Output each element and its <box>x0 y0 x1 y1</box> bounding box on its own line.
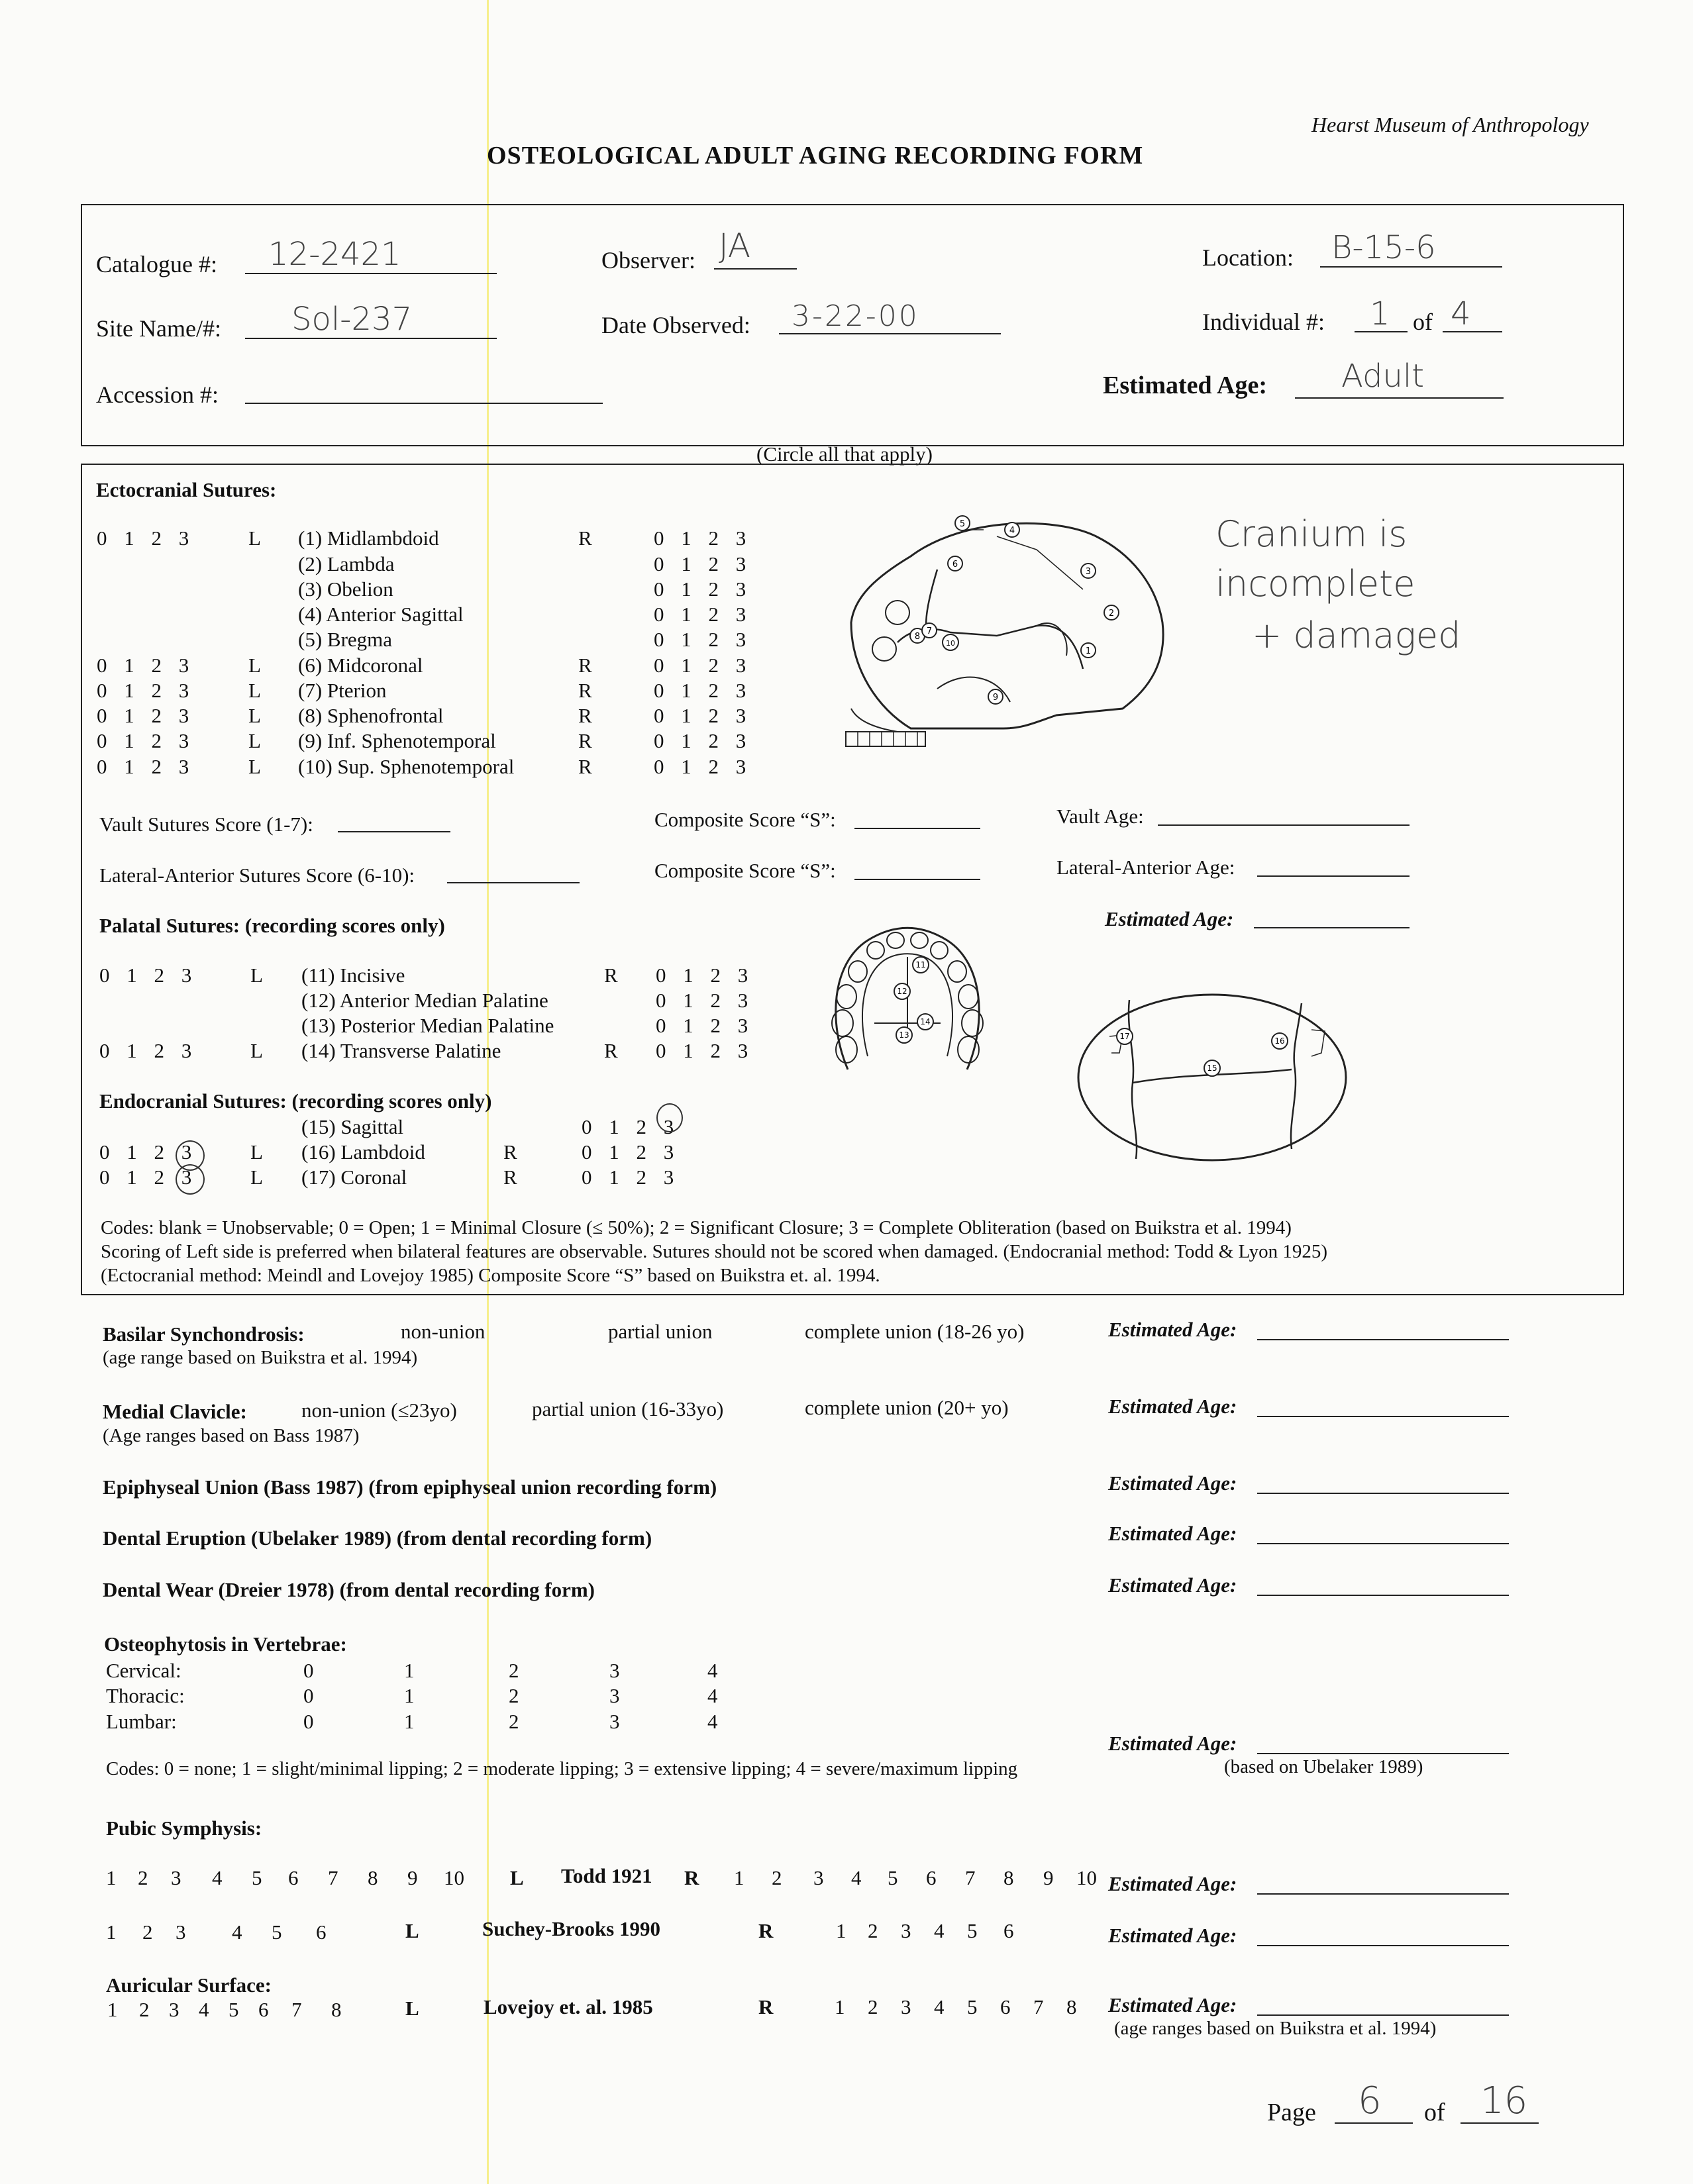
ecto-left-side: L <box>248 704 261 727</box>
ecto-left-side: L <box>248 729 261 752</box>
endo-left-side: L <box>250 1166 263 1189</box>
auricular-right-side: R <box>758 1995 774 2018</box>
svg-text:12: 12 <box>897 987 907 996</box>
osteophytosis-score[interactable]: 0 <box>303 1710 314 1733</box>
todd-right-score[interactable]: 5 <box>888 1866 898 1889</box>
accession-field[interactable] <box>245 403 603 404</box>
auricular-right-score[interactable]: 4 <box>934 1995 945 2018</box>
auricular-method: Lovejoy et. al. 1985 <box>484 1995 653 2018</box>
ecto-right-side: R <box>578 654 592 677</box>
individual-label: Individual #: <box>1202 309 1325 335</box>
sagittal-score-circle <box>656 1103 683 1132</box>
osteophytosis-heading: Osteophytosis in Vertebrae: <box>104 1632 347 1656</box>
palatal-suture-label: (13) Posterior Median Palatine <box>301 1014 554 1037</box>
ecto-right-scale[interactable]: 0 1 2 3 <box>654 628 746 651</box>
todd-right-score[interactable]: 2 <box>772 1866 782 1889</box>
osteophytosis-score[interactable]: 0 <box>303 1684 314 1707</box>
endo-left-scale[interactable]: 0 1 2 3 <box>99 1166 192 1189</box>
ecto-suture-label: (8) Sphenofrontal <box>298 704 444 727</box>
todd-right-score[interactable]: 10 <box>1076 1866 1097 1889</box>
endo-right-scale[interactable]: 0 1 2 3 <box>582 1140 674 1164</box>
svg-text:6: 6 <box>952 560 958 570</box>
suchey-method: Suchey-Brooks 1990 <box>482 1917 660 1940</box>
svg-text:16: 16 <box>1274 1036 1285 1046</box>
ecto-suture-label: (4) Anterior Sagittal <box>298 603 464 626</box>
svg-text:5: 5 <box>959 519 966 529</box>
location-value: B-15-6 <box>1331 229 1436 266</box>
svg-text:7: 7 <box>926 626 933 636</box>
location-field[interactable] <box>1320 266 1502 268</box>
ecto-suture-label: (9) Inf. Sphenotemporal <box>298 729 496 752</box>
coronal-score-circle <box>176 1164 205 1195</box>
svg-text:9: 9 <box>992 693 999 703</box>
ecto-right-scale[interactable]: 0 1 2 3 <box>654 654 746 677</box>
estimated-age-field[interactable] <box>1257 2014 1509 2016</box>
ecto-suture-label: (2) Lambda <box>298 552 395 575</box>
palatal-left-side: L <box>250 964 263 987</box>
auricular-heading: Auricular Surface: <box>106 1973 272 1997</box>
estimated-age-field[interactable] <box>1257 1543 1509 1544</box>
suchey-right-score[interactable]: 1 <box>836 1919 846 1942</box>
suchey-left-score[interactable]: 1 <box>106 1920 117 1944</box>
estimated-age-label: Estimated Age: <box>1108 1318 1237 1341</box>
ecto-right-scale[interactable]: 0 1 2 3 <box>654 577 746 601</box>
osteophytosis-score[interactable]: 3 <box>609 1684 620 1707</box>
todd-right-score[interactable]: 9 <box>1043 1866 1054 1889</box>
todd-right-score[interactable]: 4 <box>851 1866 862 1889</box>
osteophytosis-score[interactable]: 4 <box>707 1710 718 1733</box>
suchey-right-score[interactable]: 6 <box>1003 1919 1014 1942</box>
auricular-left-score[interactable]: 4 <box>199 1998 209 2021</box>
lat-score-field[interactable] <box>447 882 580 883</box>
clavicle-note: (Age ranges based on Bass 1987) <box>103 1425 360 1446</box>
estimated-age-label: Estimated Age: <box>1108 1732 1237 1755</box>
ecto-right-scale[interactable]: 0 1 2 3 <box>654 552 746 575</box>
osteophytosis-score[interactable]: 3 <box>609 1710 620 1733</box>
basilar-opt3[interactable]: complete union (18-26 yo) <box>805 1320 1025 1343</box>
endo-right-side: R <box>503 1166 517 1189</box>
svg-text:2: 2 <box>1108 609 1115 619</box>
id-estimated-age-value: Adult <box>1341 358 1425 395</box>
todd-left-score[interactable]: 1 <box>106 1866 117 1889</box>
ecto-right-side: R <box>578 679 592 702</box>
ecto-left-scale[interactable]: 0 1 2 3 <box>97 755 189 778</box>
ecto-right-side: R <box>578 755 592 778</box>
date-value: 3-22-00 <box>792 299 919 333</box>
observer-value: JA <box>719 226 751 265</box>
ecto-right-side: R <box>578 526 592 550</box>
endo-right-scale[interactable]: 0 1 2 3 <box>582 1115 674 1138</box>
observer-label: Observer: <box>601 247 695 273</box>
ecto-right-side: R <box>578 704 592 727</box>
ecto-suture-label: (7) Pterion <box>298 679 387 702</box>
palate-diagram <box>821 924 994 1083</box>
estimated-age-label: Estimated Age: <box>1108 1395 1237 1418</box>
todd-left-score[interactable]: 4 <box>212 1866 223 1889</box>
auricular-right-score[interactable]: 6 <box>1000 1995 1011 2018</box>
ecto-right-scale[interactable]: 0 1 2 3 <box>654 729 746 752</box>
auricular-left-score[interactable]: 3 <box>169 1998 180 2021</box>
palatal-left-scale[interactable]: 0 1 2 3 <box>99 1039 192 1062</box>
site-value: Sol-237 <box>291 301 413 338</box>
auricular-left-score[interactable]: 7 <box>291 1998 302 2021</box>
id-estimated-age-label: Estimated Age: <box>1103 372 1268 399</box>
ecto-right-scale[interactable]: 0 1 2 3 <box>654 603 746 626</box>
endo-right-scale[interactable]: 0 1 2 3 <box>582 1166 674 1189</box>
auricular-right-score[interactable]: 3 <box>901 1995 911 2018</box>
estimated-age-label: Estimated Age: <box>1108 1924 1237 1947</box>
ecto-suture-label: (6) Midcoronal <box>298 654 423 677</box>
estimated-age-field[interactable] <box>1257 1945 1509 1946</box>
auricular-left-side: L <box>405 1997 419 2020</box>
svg-text:1: 1 <box>1085 646 1092 656</box>
clavicle-opt1[interactable]: non-union (≤23yo) <box>301 1399 457 1422</box>
annotation-line3: + damaged <box>1252 615 1461 656</box>
ecto-estimated-age-field[interactable] <box>1254 927 1410 928</box>
svg-text:8: 8 <box>914 632 921 642</box>
todd-right-score[interactable]: 7 <box>965 1866 976 1889</box>
ecto-left-scale[interactable]: 0 1 2 3 <box>97 526 189 550</box>
ecto-suture-label: (5) Bregma <box>298 628 393 651</box>
ecto-estimated-age-label: Estimated Age: <box>1105 907 1234 930</box>
vault-score-label: Vault Sutures Score (1-7): <box>99 813 313 836</box>
suchey-right-score[interactable]: 5 <box>967 1919 978 1942</box>
pubic-heading: Pubic Symphysis: <box>106 1816 262 1840</box>
vertebra-region-label: Cervical: <box>106 1659 181 1682</box>
palatal-right-scale[interactable]: 0 1 2 3 <box>656 989 748 1012</box>
osteophytosis-score[interactable]: 3 <box>609 1659 620 1682</box>
auricular-right-score[interactable]: 5 <box>967 1995 978 2018</box>
vault-age-field[interactable] <box>1158 824 1410 826</box>
endo-suture-label: (16) Lambdoid <box>301 1140 425 1164</box>
vault-score-field[interactable] <box>338 831 450 832</box>
palatal-left-scale[interactable]: 0 1 2 3 <box>99 964 192 987</box>
individual-value: 1 <box>1370 295 1390 332</box>
todd-right-score[interactable]: 6 <box>926 1866 937 1889</box>
estimated-age-field[interactable] <box>1257 1339 1509 1340</box>
todd-left-score[interactable]: 2 <box>138 1866 148 1889</box>
auricular-right-score[interactable]: 2 <box>868 1995 878 2018</box>
individual-total: 4 <box>1451 295 1471 332</box>
osteophytosis-score[interactable]: 4 <box>707 1684 718 1707</box>
auricular-right-score[interactable]: 7 <box>1033 1995 1044 2018</box>
location-label: Location: <box>1202 244 1294 271</box>
ecto-right-scale[interactable]: 0 1 2 3 <box>654 526 746 550</box>
ecto-left-scale[interactable]: 0 1 2 3 <box>97 679 189 702</box>
suchey-left-score[interactable]: 5 <box>272 1920 282 1944</box>
suchey-left-score[interactable]: 2 <box>142 1920 153 1944</box>
estimated-age-label: Estimated Age: <box>1108 1872 1237 1895</box>
palatal-heading: Palatal Sutures: (recording scores only) <box>99 914 445 937</box>
todd-left-score[interactable]: 6 <box>288 1866 299 1889</box>
todd-method: Todd 1921 <box>561 1864 652 1887</box>
osteophytosis-score[interactable]: 2 <box>509 1710 519 1733</box>
observer-field[interactable] <box>714 268 797 270</box>
id-estimated-age-field[interactable] <box>1295 397 1504 399</box>
todd-left-side: L <box>510 1866 524 1889</box>
endo-left-side: L <box>250 1140 263 1164</box>
palatal-right-scale[interactable]: 0 1 2 3 <box>656 1014 748 1037</box>
todd-left-score[interactable]: 9 <box>407 1866 418 1889</box>
vertebra-region-label: Lumbar: <box>106 1710 177 1733</box>
todd-right-score[interactable]: 1 <box>734 1866 744 1889</box>
estimated-age-label: Estimated Age: <box>1108 1522 1237 1545</box>
dental-wear-heading: Dental Wear (Dreier 1978) (from dental recording form) <box>103 1578 595 1601</box>
estimated-age-field[interactable] <box>1257 1493 1509 1494</box>
svg-text:4: 4 <box>1009 526 1015 536</box>
palatal-suture-label: (11) Incisive <box>301 964 405 987</box>
estimated-age-label: Estimated Age: <box>1108 1573 1237 1597</box>
osteophytosis-score[interactable]: 1 <box>404 1710 415 1733</box>
composite-field-1[interactable] <box>854 828 980 829</box>
svg-text:14: 14 <box>920 1017 931 1026</box>
svg-text:10: 10 <box>946 639 955 648</box>
palatal-right-side: R <box>604 964 618 987</box>
page-field[interactable] <box>1335 2122 1413 2124</box>
svg-text:13: 13 <box>899 1030 909 1040</box>
endo-right-side: R <box>503 1140 517 1164</box>
svg-text:11: 11 <box>915 960 926 969</box>
auricular-left-score[interactable]: 8 <box>331 1998 342 2021</box>
ecto-right-scale[interactable]: 0 1 2 3 <box>654 679 746 702</box>
circle-note: (Circle all that apply) <box>756 442 933 466</box>
osteophytosis-score[interactable]: 2 <box>509 1659 519 1682</box>
ecto-suture-label: (10) Sup. Sphenotemporal <box>298 755 515 778</box>
individual-of: of <box>1413 309 1433 335</box>
site-field[interactable] <box>245 338 497 339</box>
skull-lateral-diagram <box>838 510 1176 755</box>
estimated-age-field[interactable] <box>1257 1416 1509 1417</box>
suchey-right-score[interactable]: 2 <box>868 1919 878 1942</box>
ecto-left-side: L <box>248 679 261 702</box>
form-title: OSTEOLOGICAL ADULT AGING RECORDING FORM <box>487 142 1144 170</box>
catalogue-value: 12-2421 <box>268 236 401 273</box>
osteophytosis-based: (based on Ubelaker 1989) <box>1224 1756 1423 1777</box>
osteophytosis-score[interactable]: 0 <box>303 1659 314 1682</box>
composite-label-1: Composite Score “S”: <box>654 808 836 831</box>
auricular-left-score[interactable]: 2 <box>139 1998 150 2021</box>
todd-left-score[interactable]: 5 <box>252 1866 262 1889</box>
estimated-age-label: Estimated Age: <box>1108 1471 1237 1495</box>
date-field[interactable] <box>779 333 1001 334</box>
auricular-right-score[interactable]: 1 <box>835 1995 845 2018</box>
todd-right-score[interactable]: 8 <box>1003 1866 1014 1889</box>
basilar-heading: Basilar Synchondrosis: <box>103 1322 305 1346</box>
ecto-right-side: R <box>578 729 592 752</box>
palatal-left-side: L <box>250 1039 263 1062</box>
suchey-left-score[interactable]: 6 <box>316 1920 327 1944</box>
svg-text:3: 3 <box>1085 567 1092 577</box>
lat-age-field[interactable] <box>1257 875 1410 877</box>
estimated-age-field[interactable] <box>1257 1753 1509 1754</box>
suchey-left-score[interactable]: 3 <box>176 1920 186 1944</box>
site-label: Site Name/#: <box>96 315 221 342</box>
estimated-age-field[interactable] <box>1257 1893 1509 1895</box>
auricular-left-score[interactable]: 5 <box>229 1998 239 2021</box>
endo-left-scale[interactable]: 0 1 2 3 <box>99 1140 192 1164</box>
composite-label-2: Composite Score “S”: <box>654 859 836 882</box>
todd-left-score[interactable]: 7 <box>328 1866 338 1889</box>
codes-line3: (Ectocranial method: Meindl and Lovejoy 1985) Composite Score “S” based on Buikstra et. al. 1994. <box>101 1265 880 1286</box>
annotation-line1: Cranium is <box>1215 513 1408 555</box>
ectocranial-heading: Ectocranial Sutures: <box>96 478 277 501</box>
date-label: Date Observed: <box>601 312 750 338</box>
osteophytosis-score[interactable]: 1 <box>404 1684 415 1707</box>
basilar-opt1[interactable]: non-union <box>401 1320 486 1343</box>
palatal-suture-label: (14) Transverse Palatine <box>301 1039 501 1062</box>
auricular-left-score[interactable]: 1 <box>107 1998 118 2021</box>
palatal-suture-label: (12) Anterior Median Palatine <box>301 989 548 1012</box>
suchey-right-side: R <box>758 1919 774 1942</box>
basilar-note: (age range based on Buikstra et al. 1994) <box>103 1347 418 1368</box>
page-total: 16 <box>1480 2079 1528 2122</box>
suchey-right-score[interactable]: 4 <box>934 1919 945 1942</box>
palatal-right-scale[interactable]: 0 1 2 3 <box>656 1039 748 1062</box>
osteophytosis-score[interactable]: 2 <box>509 1684 519 1707</box>
osteophytosis-score[interactable]: 4 <box>707 1659 718 1682</box>
ecto-right-scale[interactable]: 0 1 2 3 <box>654 704 746 727</box>
osteophytosis-score[interactable]: 1 <box>404 1659 415 1682</box>
auricular-left-score[interactable]: 6 <box>258 1998 269 2021</box>
composite-field-2[interactable] <box>854 879 980 880</box>
lat-score-label: Lateral-Anterior Sutures Score (6-10): <box>99 864 415 887</box>
ecto-left-side: L <box>248 654 261 677</box>
vault-age-label: Vault Age: <box>1056 805 1144 828</box>
ecto-right-scale[interactable]: 0 1 2 3 <box>654 755 746 778</box>
page-of: of <box>1424 2099 1445 2126</box>
codes-line1: Codes: blank = Unobservable; 0 = Open; 1 = Minimal Closure (≤ 50%); 2 = Significant Closure; 3 = Complete Obliteration (based on Buikstra et al. 1994) <box>101 1217 1292 1238</box>
dental-eruption-heading: Dental Eruption (Ubelaker 1989) (from dental recording form) <box>103 1526 652 1550</box>
ecto-left-scale[interactable]: 0 1 2 3 <box>97 729 189 752</box>
osteophytosis-codes: Codes: 0 = none; 1 = slight/minimal lipping; 2 = moderate lipping; 3 = extensive lipping; 4 = severe/maximum lipping <box>106 1758 1018 1779</box>
museum-name: Hearst Museum of Anthropology <box>1311 113 1589 136</box>
page-value: 6 <box>1358 2079 1382 2122</box>
palatal-right-side: R <box>604 1039 618 1062</box>
endocranial-heading: Endocranial Sutures: (recording scores only) <box>99 1089 492 1113</box>
palatal-right-scale[interactable]: 0 1 2 3 <box>656 964 748 987</box>
basilar-opt2[interactable]: partial union <box>608 1320 713 1343</box>
ecto-left-side: L <box>248 526 261 550</box>
epiphyseal-heading: Epiphyseal Union (Bass 1987) (from epiphyseal union recording form) <box>103 1475 717 1499</box>
suchey-left-side: L <box>405 1919 419 1942</box>
suchey-right-score[interactable]: 3 <box>901 1919 911 1942</box>
auricular-right-score[interactable]: 8 <box>1066 1995 1077 2018</box>
total-field[interactable] <box>1461 2122 1539 2124</box>
page-label: Page <box>1267 2099 1316 2126</box>
svg-text:15: 15 <box>1207 1064 1217 1073</box>
clavicle-opt3[interactable]: complete union (20+ yo) <box>805 1396 1009 1419</box>
todd-right-side: R <box>684 1866 699 1889</box>
codes-line2: Scoring of Left side is preferred when bilateral features are observable. Sutures should not be scored when damaged. (Endocranial method: Todd & Lyon 1925) <box>101 1241 1328 1262</box>
endo-suture-label: (15) Sagittal <box>301 1115 404 1138</box>
endo-suture-label: (17) Coronal <box>301 1166 407 1189</box>
todd-right-score[interactable]: 3 <box>813 1866 824 1889</box>
todd-left-score[interactable]: 8 <box>368 1866 378 1889</box>
todd-left-score[interactable]: 3 <box>171 1866 181 1889</box>
clavicle-opt2[interactable]: partial union (16-33yo) <box>532 1397 724 1420</box>
estimated-age-field[interactable] <box>1257 1595 1509 1596</box>
todd-left-score[interactable]: 10 <box>444 1866 464 1889</box>
ecto-suture-label: (1) Midlambdoid <box>298 526 439 550</box>
suchey-left-score[interactable]: 4 <box>232 1920 242 1944</box>
ecto-left-scale[interactable]: 0 1 2 3 <box>97 704 189 727</box>
svg-text:17: 17 <box>1119 1032 1130 1041</box>
lat-age-label: Lateral-Anterior Age: <box>1056 856 1235 879</box>
catalogue-field[interactable] <box>245 273 497 274</box>
endocranial-diagram <box>1073 990 1351 1166</box>
annotation-line2: incomplete <box>1215 563 1415 605</box>
estimated-age-label: Estimated Age: <box>1108 1993 1237 2016</box>
auricular-note: (age ranges based on Buikstra et al. 1994) <box>1114 2018 1437 2039</box>
vertebra-region-label: Thoracic: <box>106 1684 185 1707</box>
clavicle-heading: Medial Clavicle: <box>103 1400 247 1423</box>
accession-label: Accession #: <box>96 381 219 408</box>
ecto-left-scale[interactable]: 0 1 2 3 <box>97 654 189 677</box>
ecto-suture-label: (3) Obelion <box>298 577 393 601</box>
catalogue-label: Catalogue #: <box>96 251 217 277</box>
ecto-left-side: L <box>248 755 261 778</box>
